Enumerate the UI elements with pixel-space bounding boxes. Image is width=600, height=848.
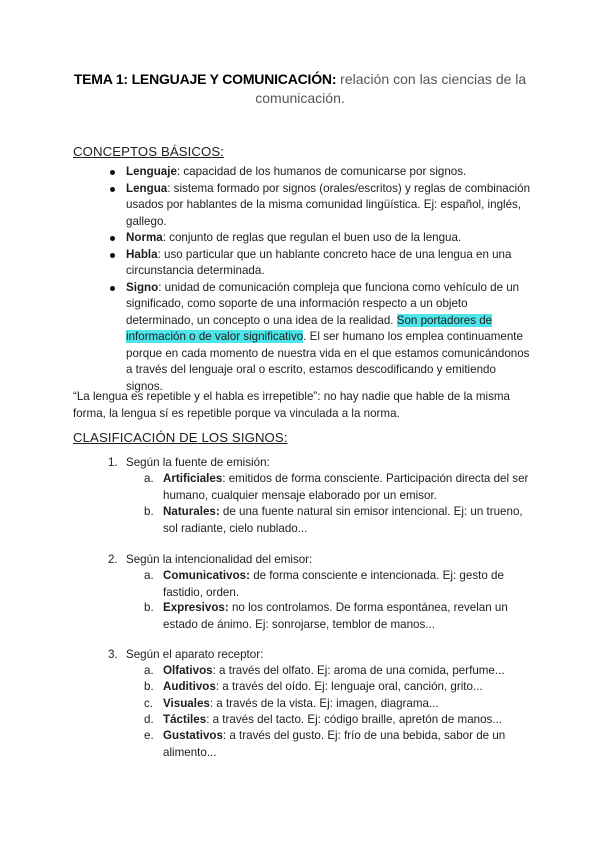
letter: e. [144, 729, 154, 742]
definition: : a través de la vista. Ej: imagen, diagrama... [209, 697, 439, 710]
term: Naturales: [163, 505, 220, 518]
numbered-heading [108, 552, 312, 569]
list-item [144, 504, 529, 537]
list-item [144, 696, 529, 713]
definition: de forma consciente e intencionada. Ej: gesto de fastidio, orden. [163, 569, 504, 599]
letter: a. [144, 472, 154, 485]
list-item [144, 600, 529, 633]
definition: : a través del gusto. Ej: frío de una bebida, sabor de un alimento... [163, 729, 506, 759]
definition: : sistema formado por signos (orales/escritos) y reglas de combinación usados por hablantes de la misma comunidad lingüística. Ej: español, inglés, gallego. [126, 181, 531, 228]
list-item [110, 247, 530, 280]
definition: : conjunto de reglas que regulan el buen uso de la lengua. [162, 231, 462, 244]
list-item [144, 712, 529, 729]
title-subtitle: relación con las ciencias de la comunicación. [255, 71, 527, 106]
number: 2. [108, 553, 118, 566]
list-item [144, 679, 529, 696]
section-heading-conceptos: CONCEPTOS BÁSICOS: [73, 144, 225, 159]
term: Comunicativos: [163, 569, 250, 582]
list-item [144, 471, 529, 504]
letter: a. [144, 664, 154, 677]
heading-text: Según la intencionalidad del emisor: [126, 553, 313, 566]
term: Habla [126, 247, 158, 261]
quote-paragraph: “La lengua es repetible y el habla es irrepetible”: no hay nadie que hable de la misma forma, la lengua sí es repetible porque va vinculada a la norma. [73, 390, 510, 420]
letter: b. [144, 680, 154, 693]
term: Norma [126, 231, 163, 244]
conceptos-list [110, 164, 530, 395]
heading-text: Según el aparato receptor: [126, 648, 264, 661]
letter: d. [144, 713, 154, 726]
letter: c. [144, 697, 154, 710]
definition: : emitidos de forma consciente. Participación directa del ser humano, cualquier mensaje elaborado por un emisor. [163, 472, 529, 502]
term: Gustativos [163, 729, 223, 742]
term: Lengua [126, 181, 168, 195]
number: 3. [108, 648, 118, 661]
list-item [144, 728, 529, 761]
number: 1. [108, 456, 118, 469]
term: Lenguaje [126, 165, 177, 178]
definition-continued: . El ser humano los emplea continuamente porque en cada momento de nuestra vida en el que estamos comunicándonos a través del lenguaje oral o escrito, estamos descodificando y emitiendo signos. [126, 330, 530, 393]
definition: de una fuente natural sin emisor intencional. Ej: un trueno, sol radiante, cielo nublado... [163, 505, 523, 535]
list-item [144, 568, 529, 601]
definition: : uso particular que un hablante concreto hace de una lengua en una circunstancia determinada. [126, 247, 512, 277]
list-item [110, 230, 530, 247]
letter: b. [144, 601, 154, 614]
section-heading-clasificacion: CLASIFICACIÓN DE LOS SIGNOS: [73, 430, 288, 445]
document-title [60, 70, 540, 108]
list-item [110, 164, 530, 181]
definition: : unidad de comunicación compleja que funciona como vehículo de un significado, como soporte de una información respecto a un objeto determinado, un concepto o una idea de la realidad. [126, 280, 520, 327]
definition: : a través del tacto. Ej: código braille, apretón de manos... [206, 713, 502, 726]
letter: b. [144, 505, 154, 518]
definition: no los controlamos. De forma espontánea, revelan un estado de ánimo. Ej: sonrojarse, temblor de manos... [163, 601, 508, 631]
definition: : capacidad de los humanos de comunicarse por signos. [176, 165, 467, 178]
heading-text: Según la fuente de emisión: [126, 456, 270, 469]
term: Táctiles [163, 713, 207, 726]
list-item [144, 663, 529, 680]
list-item [110, 181, 530, 231]
numbered-heading [108, 647, 263, 664]
definition: : a través del oído. Ej: lenguaje oral, canción, grito... [215, 680, 483, 693]
list-item [110, 280, 530, 396]
highlighted-text: Son portadores de información o de valor significativo [126, 313, 493, 343]
title-bold: TEMA 1: LENGUAJE Y COMUNICACIÓN: [73, 71, 337, 87]
letter: a. [144, 569, 154, 582]
term: Olfativos [163, 664, 213, 677]
definition: : a través del olfato. Ej: aroma de una comida, perfume... [212, 664, 505, 677]
term: Expresivos: [163, 601, 229, 614]
term: Signo [126, 280, 159, 294]
numbered-heading [108, 455, 270, 472]
term: Visuales [163, 697, 210, 710]
term: Auditivos [163, 680, 216, 693]
term: Artificiales [163, 472, 223, 485]
